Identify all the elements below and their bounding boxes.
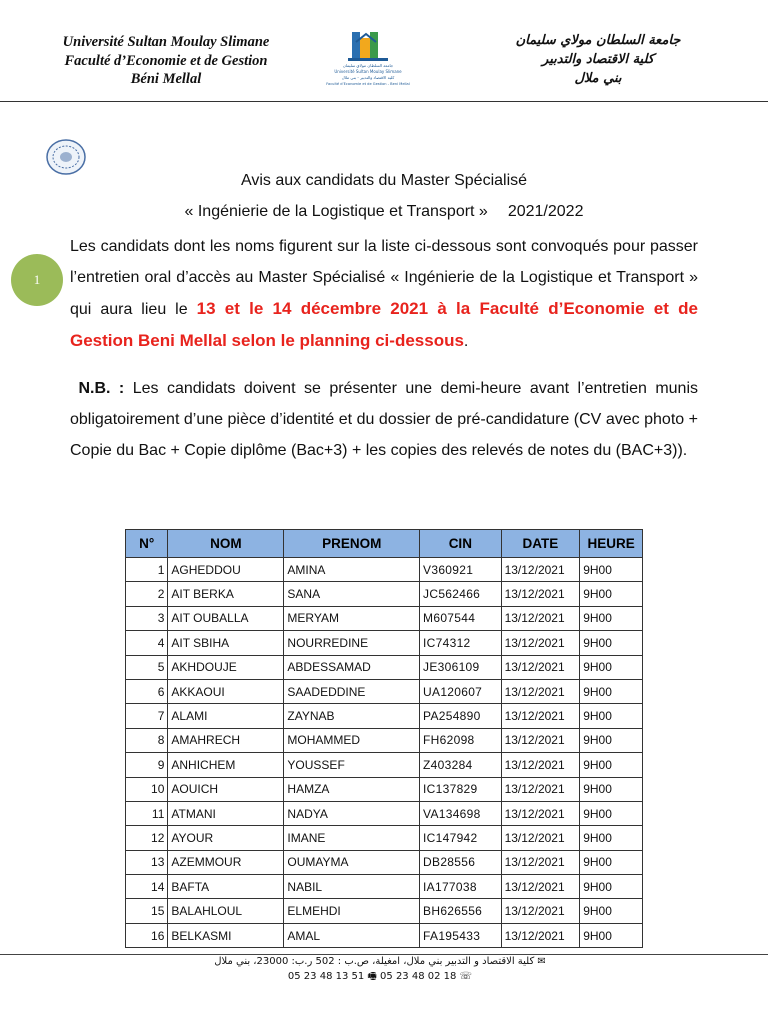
interview-time: 9H00 (580, 875, 643, 899)
candidate-prenom: NADYA (284, 801, 420, 825)
candidate-nom: BAFTA (168, 875, 284, 899)
table-row (126, 704, 643, 728)
university-name-ar: جامعة السلطان مولاي سليمان (515, 33, 681, 48)
paragraph-end: . (463, 333, 469, 350)
candidates-table (125, 529, 643, 948)
candidate-nom: ALAMI (168, 704, 284, 728)
row-number: 9 (126, 753, 168, 777)
candidate-cin: BH626556 (420, 899, 502, 923)
logo-caption-fr: Université Sultan Moulay Slimane (334, 69, 402, 74)
candidate-prenom: AMAL (284, 923, 420, 947)
header-right-block (498, 31, 698, 88)
candidate-prenom: NOURREDINE (284, 631, 420, 655)
candidate-nom: BELKASMI (168, 923, 284, 947)
convocation-paragraph (70, 231, 698, 357)
candidate-prenom: HAMZA (284, 777, 420, 801)
candidate-nom: AIT OUBALLA (168, 606, 284, 630)
candidate-cin: JE306109 (420, 655, 502, 679)
candidate-cin: M607544 (420, 606, 502, 630)
row-number: 14 (126, 875, 168, 899)
interview-time: 9H00 (580, 899, 643, 923)
interview-time: 9H00 (580, 923, 643, 947)
city-name-ar: بني ملال (574, 71, 622, 86)
university-name-fr: Université Sultan Moulay Slimane (62, 34, 270, 50)
interview-time: 9H00 (580, 850, 643, 874)
table-row (126, 850, 643, 874)
candidate-prenom: SANA (284, 582, 420, 606)
interview-date: 13/12/2021 (501, 606, 580, 630)
university-seal-icon (44, 138, 88, 176)
nb-note (70, 373, 698, 466)
candidate-prenom: OUMAYMA (284, 850, 420, 874)
footer-phones: 05 23 48 13 51 🖷 05 23 48 02 18 ☏ (287, 971, 473, 982)
interview-date: 13/12/2021 (501, 582, 580, 606)
interview-time: 9H00 (580, 753, 643, 777)
candidate-cin: JC562466 (420, 582, 502, 606)
interview-date: 13/12/2021 (501, 777, 580, 801)
column-header-cin: CIN (420, 530, 502, 558)
table-row (126, 728, 643, 752)
column-header-heure: HEURE (580, 530, 643, 558)
row-number: 10 (126, 777, 168, 801)
table-row (126, 582, 643, 606)
candidate-nom: AYOUR (168, 826, 284, 850)
candidate-cin: IC147942 (420, 826, 502, 850)
notice-subtitle (70, 203, 698, 221)
program-name: « Ingénierie de la Logistique et Transport » (184, 203, 488, 220)
table-row (126, 875, 643, 899)
header-divider (0, 101, 768, 102)
interview-date: 13/12/2021 (501, 753, 580, 777)
candidate-prenom: IMANE (284, 826, 420, 850)
faculty-name-ar: كلية الاقتصاد والتدبير (542, 52, 654, 67)
candidate-prenom: NABIL (284, 875, 420, 899)
table-row (126, 558, 643, 582)
paragraph-text: Les candidats dont les noms figurent sur la liste ci-dessous sont convoqués pour passer l’entretien oral d’accès au Master Spécialisé « Ingénierie de la Logistique et Transport » qui aura lieu le (70, 238, 698, 318)
interview-time: 9H00 (580, 606, 643, 630)
row-number: 7 (126, 704, 168, 728)
interview-date: 13/12/2021 (501, 875, 580, 899)
column-header-nom: NOM (168, 530, 284, 558)
row-number: 6 (126, 679, 168, 703)
table-row (126, 631, 643, 655)
candidate-nom: AZEMMOUR (168, 850, 284, 874)
row-number: 15 (126, 899, 168, 923)
table-row (126, 655, 643, 679)
interview-time: 9H00 (580, 582, 643, 606)
header-left-block (52, 33, 280, 89)
interview-time: 9H00 (580, 558, 643, 582)
candidate-prenom: ABDESSAMAD (284, 655, 420, 679)
candidate-nom: AOUICH (168, 777, 284, 801)
faculty-name-fr: Faculté d’Economie et de Gestion (64, 52, 268, 69)
candidate-prenom: ZAYNAB (284, 704, 420, 728)
interview-time: 9H00 (580, 777, 643, 801)
interview-time: 9H00 (580, 704, 643, 728)
candidate-cin: UA120607 (420, 679, 502, 703)
candidate-cin: DB28556 (420, 850, 502, 874)
faculty-logo (318, 28, 418, 90)
row-number: 1 (126, 558, 168, 582)
interview-date: 13/12/2021 (501, 850, 580, 874)
candidate-nom: AIT SBIHA (168, 631, 284, 655)
interview-date: 13/12/2021 (501, 801, 580, 825)
candidate-prenom: ELMEHDI (284, 899, 420, 923)
interview-dates-highlight: 13 et le 14 décembre 2021 à la Faculté d’Economie et de Gestion Beni Mellal selon le planning ci-dessous (70, 299, 699, 350)
city-name-fr: Béni Mellal (130, 71, 202, 87)
candidate-prenom: MERYAM (284, 606, 420, 630)
column-header-prenom: PRENOM (284, 530, 420, 558)
interview-time: 9H00 (580, 801, 643, 825)
row-number: 5 (126, 655, 168, 679)
candidate-cin: PA254890 (420, 704, 502, 728)
candidate-prenom: YOUSSEF (284, 753, 420, 777)
table-row (126, 801, 643, 825)
candidate-nom: AKHDOUJE (168, 655, 284, 679)
notice-title: Avis aux candidats du Master Spécialisé (240, 172, 528, 189)
candidate-cin: IC74312 (420, 631, 502, 655)
candidate-cin: IA177038 (420, 875, 502, 899)
logo-caption-ar2: كلية الاقتصاد والتدبير - بني ملال (341, 75, 395, 80)
nb-label: N.B. : (78, 380, 125, 397)
row-number: 8 (126, 728, 168, 752)
table-row (126, 899, 643, 923)
candidate-nom: AIT BERKA (168, 582, 284, 606)
row-number: 12 (126, 826, 168, 850)
candidate-nom: AKKAOUI (168, 679, 284, 703)
row-number: 3 (126, 606, 168, 630)
interview-date: 13/12/2021 (501, 826, 580, 850)
candidate-cin: FH62098 (420, 728, 502, 752)
table-row (126, 923, 643, 947)
table-body (126, 558, 643, 948)
column-header-number: N° (126, 530, 168, 558)
footer-address: ✉ كلية الاقتصاد و التدبير بني ملال، امغيلة، ص.ب : 502 ر.ب: 23000، بني ملال (214, 956, 546, 967)
interview-date: 13/12/2021 (501, 704, 580, 728)
row-number: 13 (126, 850, 168, 874)
candidate-nom: BALAHLOUL (168, 899, 284, 923)
candidate-nom: ATMANI (168, 801, 284, 825)
candidate-nom: AMAHRECH (168, 728, 284, 752)
table-row (126, 826, 643, 850)
row-number: 11 (126, 801, 168, 825)
table-row (126, 679, 643, 703)
interview-date: 13/12/2021 (501, 923, 580, 947)
table-row (126, 777, 643, 801)
page-number-badge: 1 (11, 254, 63, 306)
logo-caption-ar: جامعة السلطان مولاي سليمان (342, 63, 394, 68)
nb-text: Les candidats doivent se présenter une demi-heure avant l’entretien munis obligatoirement d’une pièce d’identité et du dossier de pré-candidature (CV avec photo + Copie du Bac + Copie diplôme (Bac+3) + les copies des relevés de notes du (BAC+3)). (70, 380, 699, 459)
candidate-prenom: SAADEDDINE (284, 679, 420, 703)
row-number: 2 (126, 582, 168, 606)
row-number: 4 (126, 631, 168, 655)
candidate-prenom: MOHAMMED (284, 728, 420, 752)
candidate-prenom: AMINA (284, 558, 420, 582)
interview-time: 9H00 (580, 631, 643, 655)
academic-year: 2021/2022 (507, 203, 584, 220)
interview-date: 13/12/2021 (501, 631, 580, 655)
candidate-cin: IC137829 (420, 777, 502, 801)
candidate-cin: Z403284 (420, 753, 502, 777)
interview-time: 9H00 (580, 728, 643, 752)
interview-date: 13/12/2021 (501, 679, 580, 703)
interview-date: 13/12/2021 (501, 558, 580, 582)
interview-date: 13/12/2021 (501, 728, 580, 752)
table-row (126, 753, 643, 777)
table-row (126, 606, 643, 630)
candidate-cin: VA134698 (420, 801, 502, 825)
candidate-nom: ANHICHEM (168, 753, 284, 777)
interview-time: 9H00 (580, 679, 643, 703)
interview-date: 13/12/2021 (501, 899, 580, 923)
candidate-cin: FA195433 (420, 923, 502, 947)
column-header-date: DATE (501, 530, 580, 558)
candidate-nom: AGHEDDOU (168, 558, 284, 582)
candidate-cin: V360921 (420, 558, 502, 582)
logo-caption-fr2: Faculté d’Economie et de Gestion - Beni Mellal (326, 82, 410, 86)
row-number: 16 (126, 923, 168, 947)
interview-time: 9H00 (580, 655, 643, 679)
interview-time: 9H00 (580, 826, 643, 850)
table-header-row (126, 530, 643, 558)
interview-date: 13/12/2021 (501, 655, 580, 679)
footer-divider (0, 954, 768, 955)
